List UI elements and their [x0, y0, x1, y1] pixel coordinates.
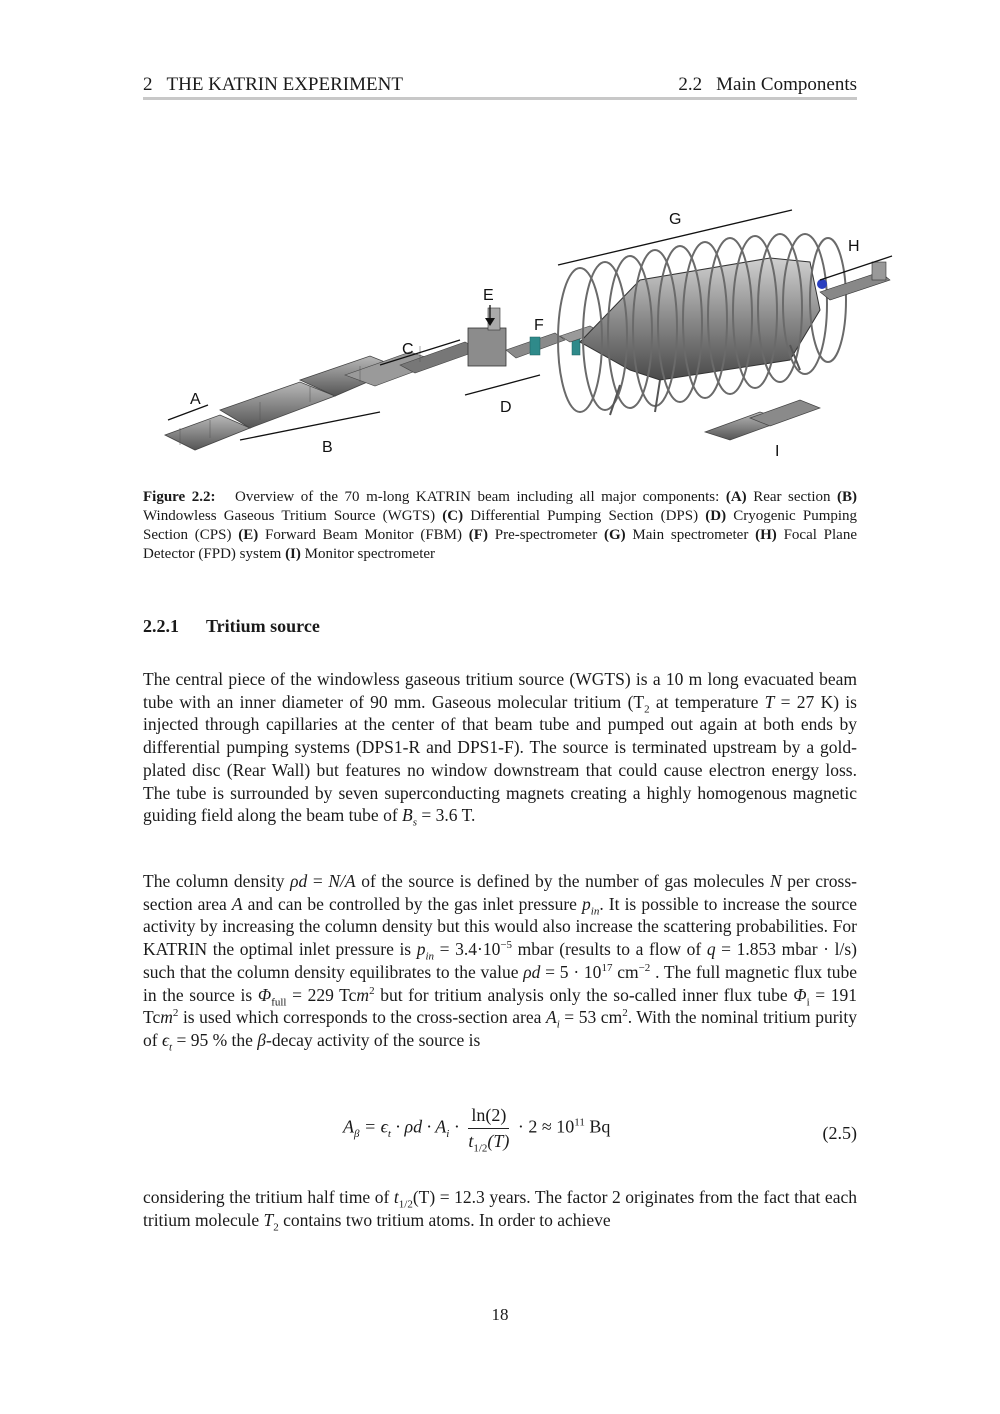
subsection-heading [143, 616, 320, 637]
caption-item: Cryogenic Pumping Section (CPS) [143, 508, 858, 543]
caption-item: Windowless Gaseous Tritium Source (WGTS) [143, 508, 436, 524]
caption-item: Focal Plane Detector (FPD) system [143, 527, 857, 562]
beamline-illustration [160, 200, 900, 470]
caption-key: (B) [837, 489, 858, 505]
equation-expression: $A_\beta = \epsilon_t \cdot \rho d \cdot A_i$ · $\frac{\ln(2)}{t_{1/2}(T)}$ · $2 \approx 10^{11}$ Bq [343, 1105, 611, 1155]
label-e: E [483, 287, 494, 304]
label-i: I [775, 443, 780, 460]
paragraph-half-time: considering the tritium half time of $t_{1/2}(T) = 12.3$ years. The factor 2 originates from the fact that each tritium molecule $T_2$ contains two tritium atoms. In order to achieve [143, 1187, 857, 1234]
equation-number: (2.5) [822, 1123, 857, 1143]
monitor-spectrometer [705, 400, 820, 440]
header-rule [143, 97, 857, 100]
caption-key: (I) [285, 546, 301, 562]
figure-caption [143, 488, 857, 564]
figure-katrin-beamline [160, 200, 900, 470]
subsection-title: Tritium source [206, 616, 320, 636]
caption-key: (F) [468, 527, 488, 543]
caption-key: (A) [725, 489, 747, 505]
label-h: H [848, 238, 860, 255]
paragraph-column-density: The column density ρd = N/A of the source is defined by the number of gas molecules N per cross-section area A and can be controlled by the gas inlet pressure $p_{in}$. It is possible to increase the source activity by increasing the column density but this would also increase the scattering probabilities. For KATRIN the optimal inlet pressure is $p_{in} = 3.4\cdot 10^{-5}$ mbar (results to a flow of q = 1.853 mbar · l/s) such that the column density equilibrates to the value $\rho d = 5 \cdot 10^{17}$ $cm^{-2}$ . The full magnetic flux tube in the source is $\Phi_{full} = 229$ Tcm$^2$ but for tritium analysis only the so-called inner flux tube $\Phi_i = 191$ Tcm$^2$ is used which corresponds to the cross-section area $A_i = 53$ $cm^2$. With the nominal tritium purity of $\epsilon_t = 95$ % the β-decay activity of the source is [143, 871, 858, 1054]
label-f: F [534, 317, 544, 334]
main-spectrometer [558, 234, 846, 415]
caption-item: Rear section [753, 489, 831, 505]
page-number: 18 [491, 1305, 509, 1324]
caption-item: Main spectrometer [632, 527, 749, 543]
header-section: 2.2 Main Components [678, 74, 857, 95]
subsection-number: 2.2.1 [143, 616, 179, 636]
focal-plane-detector [817, 262, 890, 300]
header-chapter: 2 THE KATRIN EXPERIMENT [143, 74, 403, 95]
caption-item: Monitor spectrometer [304, 546, 436, 562]
equation-2-5 [143, 1105, 857, 1165]
caption-key: (H) [755, 527, 777, 543]
caption-key: (E) [238, 527, 259, 543]
caption-key: (D) [705, 508, 727, 524]
caption-key: (G) [603, 527, 626, 543]
caption-item: Differential Pumping Section (DPS) [470, 508, 699, 524]
label-c: C [402, 341, 414, 358]
equation-fraction: $\frac{\ln(2)}{t_{1/2}(T)}$ [468, 1105, 510, 1155]
label-d: D [500, 399, 512, 416]
caption-intro: Overview of the 70 m-long KATRIN beam including all major components: [235, 489, 720, 505]
paragraph-wgts: The central piece of the windowless gaseous tritium source (WGTS) is a 10 m long evacuated beam tube with an inner diameter of 90 mm. Gaseous molecular tritium ($T_2$ at temperature T = 27 K) is injected through capillaries at the center of that beam tube and pumped out again at both ends by differential pumping systems (DPS1-R and DPS1-F). The source is terminated upstream by a gold-plated disc (Rear Wall) but features no window downstream that could cause electron energy loss. The tube is surrounded by seven superconducting magnets creating a highly homogenous magnetic guiding field along the beam tube of $B_s = 3.6$ T. [143, 669, 857, 829]
caption-item: Pre-spectrometer [494, 527, 598, 543]
running-header [143, 72, 857, 100]
caption-item: Forward Beam Monitor (FBM) [265, 527, 463, 543]
caption-label: Figure 2.2: [143, 489, 216, 505]
label-b: B [322, 439, 333, 456]
caption-key: (C) [442, 508, 464, 524]
label-a: A [190, 391, 201, 408]
label-g: G [669, 211, 682, 228]
